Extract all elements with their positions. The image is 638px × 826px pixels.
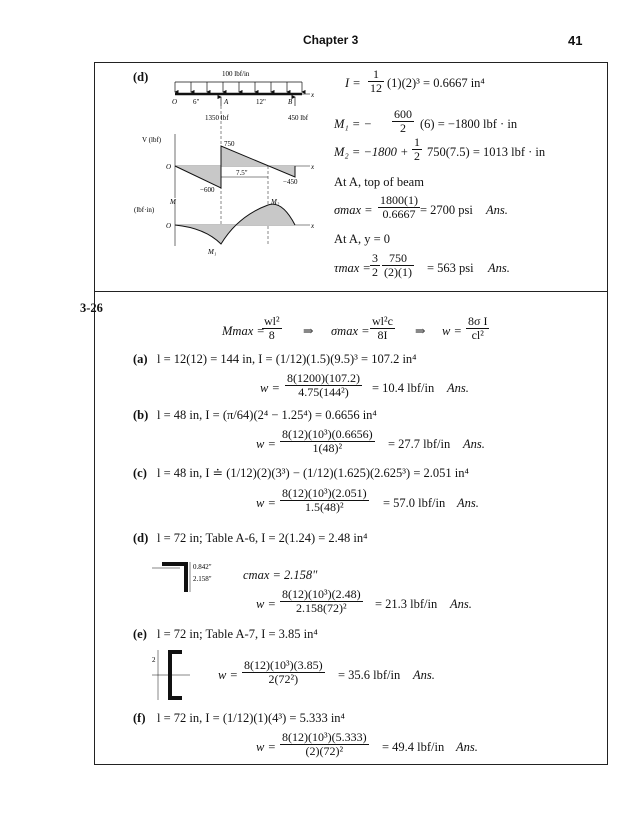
part-d-ans: Ans.	[450, 597, 472, 611]
part-f-label: (f)	[133, 711, 146, 725]
main-eq-mmax: Mmax =	[222, 324, 265, 338]
part-d-lhs: w =	[256, 597, 276, 611]
part-d-rhs: = 21.3 lbf/in	[375, 597, 438, 611]
part-a-line: l = 12(12) = 144 in, I = (1/12)(1.5)(9.5)³ = 107.2 in⁴	[157, 352, 417, 366]
point-o: O	[172, 98, 178, 106]
eq1-lhs: I =	[345, 76, 361, 90]
part-b-ans: Ans.	[463, 437, 485, 451]
svg-text:6": 6"	[193, 98, 200, 106]
eq2-frac: $\frac{600}{2}$	[394, 107, 412, 135]
distributed-load-arrows	[175, 82, 302, 92]
eq3-frac: $\frac{1}{2}$	[414, 135, 420, 163]
svg-text:x: x	[311, 222, 315, 230]
eq4-lhs: σmax =	[334, 203, 373, 217]
part-a-frac: $\frac{8(1200)(107.2)}{\text{4.75(144²)}}$	[287, 371, 360, 399]
svg-text:(lbf·in): (lbf·in)	[134, 206, 155, 214]
part-e-line: l = 72 in; Table A-7, I = 3.85 in⁴	[157, 627, 318, 641]
svg-text:0.842": 0.842"	[193, 563, 212, 571]
implies-arrow-2: ⇒	[415, 324, 426, 338]
part-c-lhs: w =	[256, 496, 276, 510]
part-b-lhs: w =	[256, 437, 276, 451]
part-d-frac: $\frac{\text{8(12)(10³)(2.48)}}{\text{2.158(72)²}}$	[282, 587, 361, 615]
problem-number: 3-26	[80, 301, 103, 315]
load-label: 100 lbf/in	[222, 70, 250, 78]
moment-fill	[175, 204, 295, 244]
reaction-a: 1350 lbf	[205, 114, 229, 122]
part-b-frac: $\frac{\text{8(12)(10³)(0.6656)}}{\text{1(48)²}}$	[282, 427, 373, 455]
main-eq-w: w =	[442, 324, 462, 338]
chapter-title: Chapter 3	[303, 33, 359, 47]
eq5-frac2: $\frac{750}{(2)(1)}$	[384, 251, 412, 279]
channel-section-diagram	[150, 648, 195, 706]
svg-text:x: x	[311, 91, 315, 99]
main-eq-frac2: $\frac{\text{wl²c}}{8I}$	[372, 314, 393, 342]
main-eq-frac1: $\frac{\text{wl²}}{8}$	[264, 314, 280, 342]
part-c-rhs: = 57.0 lbf/in	[383, 496, 446, 510]
reaction-b: 450 lbf	[288, 114, 309, 122]
beam-diagrams	[130, 66, 330, 256]
part-a-rhs: = 10.4 lbf/in	[372, 381, 435, 395]
part-a-ans: Ans.	[447, 381, 469, 395]
eq4-ans: Ans.	[486, 203, 508, 217]
main-eq-frac3: $\frac{\text{8σ I}}{\text{cl²}}$	[468, 314, 488, 342]
svg-text:M: M	[170, 198, 176, 206]
eq3-rhs: 750(7.5) = 1013 lbf · in	[427, 145, 546, 159]
main-eq-sigma: σmax =	[331, 324, 370, 338]
eq1-frac: $\frac{1}{12}$	[370, 67, 382, 95]
svg-text:750: 750	[224, 140, 235, 148]
svg-text:V (lbf): V (lbf)	[142, 136, 162, 144]
part-b-rhs: = 27.7 lbf/in	[388, 437, 451, 451]
part-c-ans: Ans.	[457, 496, 479, 510]
svg-text:x: x	[311, 163, 315, 171]
part-d-line: l = 72 in; Table A-6, I = 2(1.24) = 2.48 in⁴	[157, 531, 368, 545]
eq5-frac1: $\frac{3}{2}$	[372, 251, 378, 279]
part-a-label: (a)	[133, 352, 148, 366]
note-y-zero: At A, y = 0	[334, 232, 391, 246]
eq5-rhs: = 563 psi	[427, 261, 474, 275]
eq5-lhs: τmax =	[334, 261, 371, 275]
part-f-rhs: = 49.4 lbf/in	[382, 740, 445, 754]
part-f-line: l = 72 in, I = (1/12)(1)(4³) = 5.333 in⁴	[157, 711, 345, 725]
svg-text:M₂: M₂	[271, 198, 280, 206]
part-f-lhs: w =	[256, 740, 276, 754]
svg-text:−450: −450	[283, 178, 298, 186]
page-number: 41	[568, 33, 583, 48]
part-e-ans: Ans.	[413, 668, 435, 682]
part-d-cmax: cmax = 2.158"	[243, 568, 318, 582]
part-f-frac: $\frac{\text{8(12)(10³)(5.333)}}{\text{(2)(72)²}}$	[282, 730, 367, 758]
eq4-frac: $\frac{1800(1)}{0.6667}$	[380, 193, 418, 221]
svg-text:−600: −600	[200, 186, 215, 194]
note-top-of-beam: At A, top of beam	[334, 175, 424, 189]
part-d-label: (d)	[133, 70, 149, 84]
svg-text:12": 12"	[256, 98, 266, 106]
eq2-lhs: M₁ = −	[334, 117, 372, 131]
svg-text:O: O	[166, 163, 172, 171]
part-e-lhs: w =	[218, 668, 238, 682]
eq2-rhs: (6) = −1800 lbf · in	[420, 117, 518, 131]
part-c-frac: $\frac{\text{8(12)(10³)(2.051)}}{\text{1.5(48)²}}$	[282, 486, 367, 514]
point-a: A	[224, 98, 229, 106]
part-e-rhs: = 35.6 lbf/in	[338, 668, 401, 682]
part-b-line: l = 48 in, I = (π/64)(2⁴ − 1.25⁴) = 0.6656 in⁴	[157, 408, 377, 422]
svg-text:M₁: M₁	[208, 248, 217, 256]
svg-text:O: O	[166, 222, 172, 230]
svg-text:2.158": 2.158"	[193, 575, 212, 583]
part-c-label: (c)	[133, 466, 147, 480]
angle-section-diagram	[150, 556, 240, 596]
svg-text:2: 2	[152, 656, 156, 664]
part-f-ans: Ans.	[456, 740, 478, 754]
part-d-label-2: (d)	[133, 531, 149, 545]
eq1-rhs: (1)(2)³ = 0.6667 in⁴	[387, 76, 485, 90]
point-b: B	[288, 98, 293, 106]
eq3-lhs: M₂ = −1800 +	[334, 145, 409, 159]
eq4-rhs: = 2700 psi	[420, 203, 473, 217]
part-b-label: (b)	[133, 408, 149, 422]
part-e-frac: $\frac{\text{8(12)(10³)(3.85)}}{\text{2(72²)}}$	[244, 658, 323, 686]
svg-text:7.5": 7.5"	[236, 169, 248, 177]
eq5-ans: Ans.	[488, 261, 510, 275]
part-e-label: (e)	[133, 627, 147, 641]
implies-arrow-1: ⇒	[303, 324, 314, 338]
part-c-line: l = 48 in, I ≐ (1/12)(2)(3³) − (1/12)(1.625)(2.625³) = 2.051 in⁴	[157, 466, 469, 480]
part-a-lhs: w =	[260, 381, 280, 395]
